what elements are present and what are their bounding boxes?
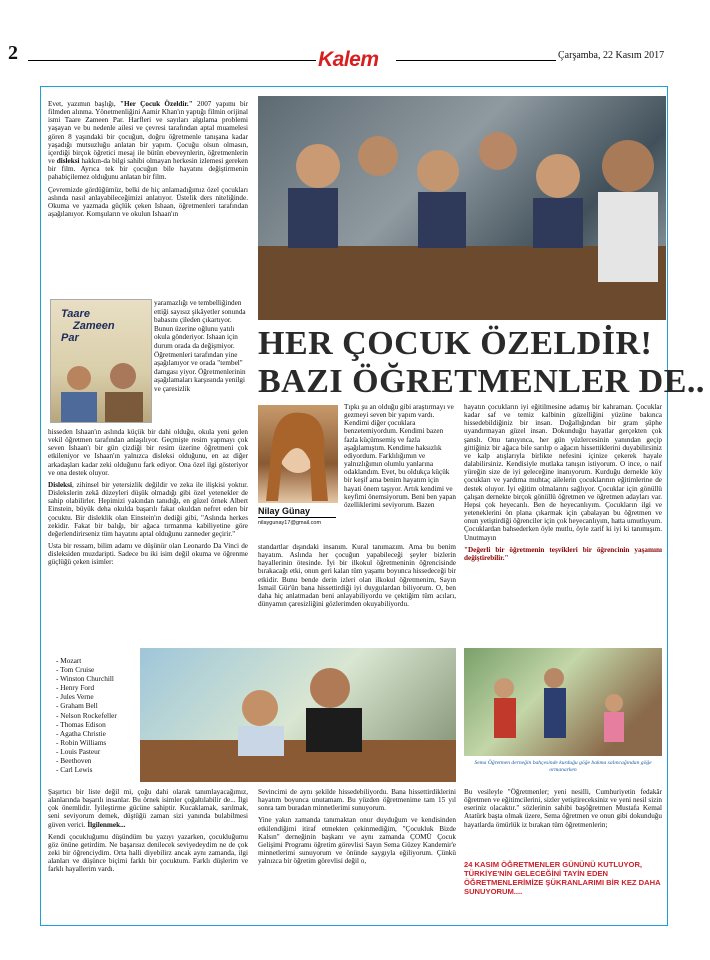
teacher-shirt [598, 192, 658, 282]
poster-title-2: Zameen [73, 320, 115, 332]
poster-man-body [105, 392, 143, 422]
poster-title [61, 308, 115, 344]
author-portrait [258, 405, 338, 503]
poster-title-1: Taare [61, 308, 90, 320]
col1-middle [48, 428, 248, 571]
poster-child-face [67, 366, 91, 390]
child-face-3 [417, 150, 459, 192]
col3-top [464, 403, 662, 566]
uniform-1 [288, 188, 338, 248]
person-face-2 [544, 668, 564, 688]
col1-p1-end: hakkın-da bilgi sahibi olmayan herkesin izlemesi gereken bir film. Ayrıca tek bir çocuğun bile hayatını değiştirmenin pahabiçilemez olduğunu anlatan bir film. [48, 157, 248, 182]
col1-p6: Kendi çocukluğumu düşündüm bu yazıyı yazarken, çocukluğumu göz önüne getirdim. Ne başarısız denilecek seviyedeydim ne de çok zeki bir öğrenciydim. Orta halli diyebilirz ancak aynı zamanda, ilgi alanları ve düşünce biçimi farklı bir çocuktum. Farklı düşlerim ve farklı hayallerim vardı. [48, 832, 248, 874]
headline-line-1: HER ÇOCUK ÖZELDİR! [258, 325, 653, 362]
garden-swing-photo [464, 648, 662, 756]
child-face-2 [358, 136, 398, 176]
poster-child-body [61, 392, 97, 422]
classroom-photo [258, 96, 666, 320]
col1-p1-dyslexia: disleksi [56, 157, 80, 166]
col2-full: standartlar dışındaki insanım. Kural tanımazım. Ama bu benim hayatım. Aslında her çocuğun yapabileceği şeyler bizlerin hayallerinin ötesinde. İyi bir ilkokul öğretmeninin öğrencisinde bırakacağı etki, onun geri kalan tüm yaşamı boyunca hissedeceği bir etkidir. Bunu bende derin izleri olan ilkokul öğretmenim, Sayın İsmail Gür'ün bana hissettirdiği iyi duygulardan biliyorum. O, ben daha hiç anlatmadan beni anlayabiliyordu ve çektiğim tüm acıları, dünyamın çaresizliğini gözlerimden okuyabiliyordu. [258, 543, 456, 609]
col1-wrap-text: yaramazlığı ve tembelliğinden ettiği sayısız şikâyetler sonunda babasını çileden çıkartıyor. Bunun üzerine oğlunu yatılı okula gönderiyor. Ishaan için durum orada da değişmiyor. Öğretmenleri tarafından yine aşağılanıyor ve orada "tembel" damgası yiyor. Öğretmenlerinin aşağılamaları karşısında yenilgi ve çaresizlik [154, 299, 246, 393]
dyslexic-names-list [56, 656, 146, 774]
person-body-1 [494, 698, 516, 738]
col1-p5-bold: İlgilenmek... [87, 820, 126, 829]
list-item: - Louis Pasteur [56, 746, 101, 756]
headline [258, 325, 705, 401]
list-item: - Henry Ford [56, 683, 95, 693]
garden-swing-illustration [464, 648, 662, 756]
col1-p1-title: "Her Çocuk Özeldir." [120, 100, 193, 108]
child-face-garden [605, 694, 623, 712]
list-item: - Tom Cruise [56, 665, 95, 675]
headline-line-2: BAZI ÖĞRETMENLER DE.. [258, 363, 705, 400]
list-item: - Winston Churchill [56, 674, 114, 684]
col1-p1-text: Evet, yazımın başlığı, [48, 100, 121, 108]
col3-body: hayatın çocukların iyi eğitilmesine adamış bir kahraman. Çocuklar kadar saf ve temiz kalbinin güzelliğini yüzüne bakınca hissedebildiğiniz bir insan. Doğallığından bir gram şüphe uyandırmayan güzel insan. Dokunduğu hayatlar gerçekten çok şanslı. Onu tanıyınca, her gün yüzlercesinin yanından geçip gittiğiniz bir ağaca bile sarılıp o ağacın hissettiklerini duyabilirsiniz ve kalp atışlarıyla birlikte nefesini içinize çekerek hayale dalabilirsiniz. Kendisiyle mutlaka tanışın istiyorum. O ince, o naif yüreğin size de iyi geleceğine inanıyorum. Kurduğu dernekle köy çocukları ve yardıma muhtaç ailelerin çocuklarının eğitimlerine de destek oluyor. İyi eğitim olmalarını sağlıyor. Çocuklar için gönüllü çalışan dernekte birçok gönüllü öğretmen ve öğretmen adayları var. Hepsi çok heyecanlı. Ben de heyecanlıyım. Çocukların ilgi ve yeteneklerini ön plana çıkarmak için çabalayan bu öğretmen ve onun yetiştirdiği öğrenciler için çok heyecanlıyım, hatta umutluyum. Çocuklardan bahsederken öyle mutlu, öyle zarif ki iyi ki tanımışım. Unutmayın [464, 403, 662, 542]
col2-bottom-1: Sevincimi de aynı şekilde hissedebiliyordu. Bana hissettirdiklerini hayatım boyunca unutamam. Bu yüzden öğretmenime tam 15 yıl sonra tam buradan minnetlerimi sunuyorum. [258, 788, 456, 813]
poster-title-3: Par [61, 332, 79, 344]
issue-date: Çarşamba, 22 Kasım 2017 [558, 50, 665, 61]
classroom-photo-illustration [258, 96, 666, 320]
col1-p1 [48, 100, 248, 182]
col1-p2-end: hisseden Ishaan'ın aslında küçük bir dahi olduğu, okula yeni gelen vekil öğretmen tarafından anlaşılıyor. Geçmişte resim yapmayı çok seven Ishaan'ı bir gün çizdiği bir resim üzerine öğretmeni çok etkileniyor ve Ishaan'ın yalnızca disleksi olduğunu, en az diğer arkadaşları kadar zeki olduğunu fark ediyor. Ona özel ilgi gösteriyor ve ona destek oluyor. [48, 428, 248, 477]
page-number: 2 [8, 42, 18, 64]
person-face-1 [494, 678, 514, 698]
closing-message: 24 KASIM ÖĞRETMENLER GÜNÜNÜ KUTLUYOR, TÜRKİYE'NİN GELECEĞİNİ TAYİN EDEN ÖĞRETMENLERİMİZE ŞÜKRANLARIMI BİR KEZ DAHA SUNUYORUM.... [464, 860, 661, 896]
list-item: - Thomas Edison [56, 719, 106, 729]
list-item: - Carl Lewis [56, 765, 93, 775]
list-item: - Nelson Rockefeller [56, 710, 117, 720]
photo-caption: Sema Öğretmen derneğin bahçesinde kurduğu göğe bakma salıncağından göğe ormanarken [474, 760, 652, 773]
poster-man-face [110, 363, 136, 389]
student-teacher-photo [140, 648, 456, 782]
col1-p3 [48, 481, 248, 538]
poster-figures [51, 360, 151, 422]
author-photo [258, 405, 338, 503]
col1-intro [48, 100, 248, 222]
col1-p3-bold: Disleksi [48, 480, 72, 489]
col2-bottom [258, 788, 456, 869]
teacher-face [602, 140, 654, 192]
col1-p3-text: , zihinsel bir yetersizlik değildir ve zeka ile ilişkisi yoktur. Dislekslerin zekâ düzeyleri düşük olmadığı gibi özel yetenekler de sahip olabilirler. Hepimizi yakından tanıdığı, en güzel örnek Albert Einstein, büyük deha okulda başarılı fakat okuldan nefret eden bir çocuktu. Bir disleklik olan Einstein'ın dediği gibi, "Aslında herkes zekidir. Fakat bir balığı, bir ağaca tırmanma kabiliyetine göre değerlendirirseniz tüm hayatını aptal olduğunu zanneder geçirir." [48, 480, 248, 538]
list-item: - Robin Williams [56, 737, 107, 747]
header-rule-right [396, 60, 556, 61]
col1-p1-text2: 2007 yapımı bir filmden alınma. Yönetmenliğini Aamir Khan'ın yaptığı filmin orijinal ismi Taare Zameen Par. Harfleri ve sayıları algılama problemi yaşayan ve bu nedenle ailesi ve çevresi tarafından aptal muamelesi gören 8 yaşındaki bir çocuğun, doğru öğretmenle tanışana kadar yaşadığı mutsuzluğu anlatan bir yapım. Çocuğu olsun olmasın, içerdiği birçok öğretici mesaj ile bütün ebeveynlerin, öğretmenlerin ve [48, 100, 248, 166]
student-face [242, 690, 278, 726]
author-email: nilaygunay17@gmail.com [258, 520, 322, 526]
uniform-3 [533, 198, 583, 248]
list-item: - Jules Verne [56, 692, 94, 702]
col3-bottom: Bu vesileyle "Öğretmenler; yeni nesilli, Cumhuriyetin fedakâr öğretmen ve eğitimcilerini, sizler yetiştireceksiniz ve yeni nesil sizin eseriniz olacaktır." sözlerinin sahibi başöğretmen Mustafa Kemal Atatürk başta olmak üzere, Sema öğretmen ve onun gibi dokunduğu hayatlarda ömürlük iz bırakan tüm öğretmenlerin; [464, 788, 662, 829]
child-face-5 [536, 154, 580, 198]
list-item: - Mozart [56, 656, 82, 665]
col2-bottom-2: Yine yakın zamanda tanımaktan onur duyduğum ve kendisinden etkilendiğimi itiraf etmekten çekinmediğim, "Çocukluk Bizde Kalsın" derneğinin başkanı ve aynı zamanda ÇOMÜ Çocuk Gelişimi Programı öğretim görevlisi Sayın Sema Güzey Kandemir'e minnetlerimi sunuyorum ve önünde saygıyla eğiliyorum. Çünkü yalnızca bir öğretim görevlisi değil o, [258, 816, 456, 866]
child-face-4 [479, 132, 517, 170]
teacher-face-2 [310, 668, 350, 708]
newspaper-logo: Kalem [318, 48, 379, 71]
col1-bottom [48, 788, 248, 878]
person-body-2 [544, 688, 566, 738]
child-face-1 [296, 144, 340, 188]
student-shirt [238, 726, 284, 756]
uniform-2 [418, 192, 466, 248]
movie-poster [50, 299, 152, 423]
author-rule [258, 517, 336, 518]
list-item: - Graham Bell [56, 701, 98, 711]
col1-p5 [48, 788, 248, 829]
list-item: - Agatha Christie [56, 728, 106, 738]
col1-p4: Usta bir ressam, bilim adamı ve düşünür olan Leonardo Da Vinci de disleksiden muzdaripti. Sadece bu iki isim değil okuma ve öğrenme güçlüğü çeken isimler: [48, 542, 248, 567]
student-teacher-illustration [140, 648, 456, 782]
teacher-shirt-2 [306, 708, 362, 752]
school-desk [140, 740, 456, 782]
list-item: - Beethoven [56, 756, 92, 766]
col3-quote: "Değerli bir öğretmenin teşvikleri bir öğrencinin yaşamını değiştirebilir." [464, 545, 662, 562]
col2-top: Tıpkı şu an olduğu gibi araştırmayı ve gezmeyi seven bir yapım vardı. Kendimi diğer çocuklara benzetemiyordum. Kendimi bazen fazla küçümsemiş ve fazla aşağılamıştım. Kendime haksızlık ediyordum. Farklılığımın ve yalnızlığımın olumlu yanlarına odaklandım. Evet, bu oldukça küçük bir keşif ama benim hayatım için hayati önem taşıyor. Artık kendimi ve keyfimi önemsiyorum. Beni ben yapan özelliklerimi seviyorum. Bazen [344, 403, 456, 509]
author-name: Nilay Günay [258, 506, 311, 516]
col1-p2: Çevremizde gördüğümüz, belki de hiç anlamadığımız özel çocukları aslında nasıl anlayabileceğimizi anlatıyor. Üstelik ders niteliğinde. Okuma ve yazmada güçlük çeken Ishaan, öğretmenleri tarafından aşağılanıyor. Komşuların ve okulun Ishaan'ın [48, 185, 248, 219]
child-body-garden [604, 712, 624, 742]
header-rule-left [28, 60, 316, 61]
col1-p5-text: Şaşırtıcı bir liste değil mi, çoğu dahi olarak tanımlayacağımız, alanlarında başarılı insanlar. Bu örnek isimler çoğaltılabilir de... İlgi çok önemlidir. İyileştirme gücüne sahiptir. Kucaklamak, sarılmak, seni seviyorum demek, düştüğü zaman sizi yanında bulabilmesi güven verici. [48, 788, 248, 829]
